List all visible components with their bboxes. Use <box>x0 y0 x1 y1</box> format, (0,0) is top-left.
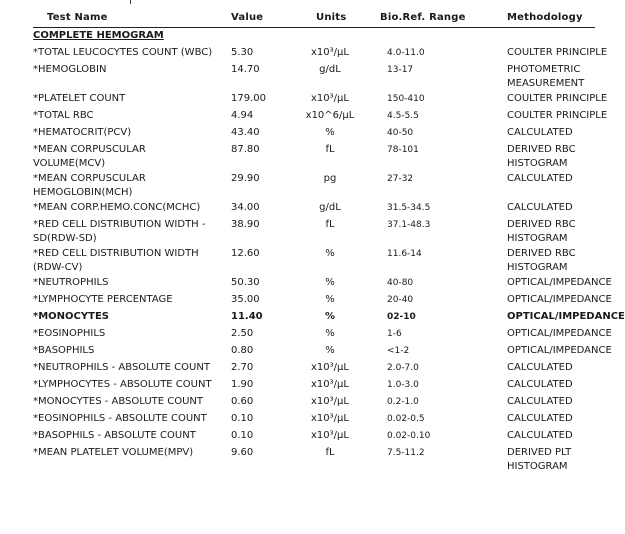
methodology: OPTICAL/IMPEDANCE <box>507 277 612 288</box>
ref-range: 7.5-11.2 <box>387 448 425 458</box>
test-name: *BASOPHILS - ABSOLUTE COUNT <box>33 430 196 441</box>
methodology: OPTICAL/IMPEDANCE <box>507 345 612 356</box>
result-value: 12.60 <box>231 248 260 259</box>
unit: x10³/μL <box>311 362 349 373</box>
test-name: *NEUTROPHILS - ABSOLUTE COUNT <box>33 362 210 373</box>
ref-range: 1.0-3.0 <box>387 380 419 390</box>
unit: % <box>325 345 335 356</box>
unit: x10³/μL <box>311 379 349 390</box>
methodology: COULTER PRINCIPLE <box>507 110 608 121</box>
result-value: 14.70 <box>231 64 260 75</box>
unit: % <box>325 248 335 259</box>
methodology: CALCULATED <box>507 127 573 138</box>
ref-range: <1-2 <box>387 346 410 356</box>
result-value: 179.00 <box>231 93 266 104</box>
unit: g/dL <box>319 64 341 75</box>
test-name: *MONOCYTES <box>33 311 109 322</box>
methodology: DERIVED PLT HISTOGRAM <box>507 447 572 472</box>
result-value: 11.40 <box>231 311 263 322</box>
result-value: 0.80 <box>231 345 254 356</box>
methodology: COULTER PRINCIPLE <box>507 47 608 58</box>
ref-range: 31.5-34.5 <box>387 203 431 213</box>
header-ref-range: Bio.Ref. Range <box>380 12 466 23</box>
unit: x10³/μL <box>311 430 349 441</box>
test-name: *MEAN PLATELET VOLUME(MPV) <box>33 447 194 458</box>
test-name: *RED CELL DISTRIBUTION WIDTH - SD(RDW-SD) <box>33 219 206 244</box>
test-name: *PLATELET COUNT <box>33 93 126 104</box>
result-value: 0.60 <box>231 396 254 407</box>
ref-range: 11.6-14 <box>387 249 422 259</box>
result-value: 5.30 <box>231 47 254 58</box>
unit: pg <box>323 173 337 184</box>
unit: fL <box>325 447 335 458</box>
methodology: PHOTOMETRIC MEASUREMENT <box>507 64 585 89</box>
methodology: DERIVED RBC HISTOGRAM <box>507 219 576 244</box>
ref-range: 4.5-5.5 <box>387 111 419 121</box>
ref-range: 27-32 <box>387 174 414 184</box>
methodology: DERIVED RBC HISTOGRAM <box>507 248 576 273</box>
test-name: *EOSINOPHILS - ABSOLUTE COUNT <box>33 413 207 424</box>
methodology: CALCULATED <box>507 396 573 407</box>
ref-range: 20-40 <box>387 295 414 305</box>
test-name: *BASOPHILS <box>33 345 95 356</box>
result-value: 0.10 <box>231 413 254 424</box>
table-header <box>0 10 595 26</box>
unit: x10³/μL <box>311 413 349 424</box>
ref-range: 0.02-0.10 <box>387 431 431 441</box>
ref-range: 40-50 <box>387 128 414 138</box>
methodology: CALCULATED <box>507 173 573 184</box>
result-value: 0.10 <box>231 430 254 441</box>
ref-range: 2.0-7.0 <box>387 363 419 373</box>
methodology: CALCULATED <box>507 413 573 424</box>
header-units: Units <box>316 12 347 23</box>
ref-range: 0.2-1.0 <box>387 397 419 407</box>
test-name: *LYMPHOCYTES - ABSOLUTE COUNT <box>33 379 212 390</box>
methodology: CALCULATED <box>507 379 573 390</box>
unit: fL <box>325 144 335 155</box>
result-value: 38.90 <box>231 219 260 230</box>
ref-range: 40-80 <box>387 278 414 288</box>
header-test-name: Test Name <box>47 12 108 23</box>
header-methodology: Methodology <box>507 12 583 23</box>
test-name: *NEUTROPHILS <box>33 277 109 288</box>
cropped-mark <box>126 0 131 4</box>
test-name: *TOTAL LEUCOCYTES COUNT (WBC) <box>33 47 213 58</box>
result-value: 50.30 <box>231 277 260 288</box>
result-value: 34.00 <box>231 202 260 213</box>
test-name: *MEAN CORP.HEMO.CONC(MCHC) <box>33 202 201 213</box>
methodology: CALCULATED <box>507 362 573 373</box>
methodology: COULTER PRINCIPLE <box>507 93 608 104</box>
unit: x10³/μL <box>311 396 349 407</box>
methodology: OPTICAL/IMPEDANCE <box>507 294 612 305</box>
methodology: CALCULATED <box>507 202 573 213</box>
ref-range: 4.0-11.0 <box>387 48 425 58</box>
test-name: *RED CELL DISTRIBUTION WIDTH (RDW-CV) <box>33 248 199 273</box>
unit: % <box>325 127 335 138</box>
result-value: 87.80 <box>231 144 260 155</box>
unit: % <box>325 328 335 339</box>
unit: % <box>325 277 335 288</box>
result-value: 29.90 <box>231 173 260 184</box>
ref-range: 13-17 <box>387 65 414 75</box>
result-value: 4.94 <box>231 110 254 121</box>
test-name: *LYMPHOCYTE PERCENTAGE <box>33 294 173 305</box>
ref-range: 0.02-0.5 <box>387 414 425 424</box>
unit: % <box>325 294 335 305</box>
test-name: *HEMOGLOBIN <box>33 64 107 75</box>
unit: x10³/μL <box>311 47 349 58</box>
methodology: OPTICAL/IMPEDANCE <box>507 311 625 322</box>
methodology: DERIVED RBC HISTOGRAM <box>507 144 576 169</box>
header-value: Value <box>231 12 264 23</box>
result-value: 43.40 <box>231 127 260 138</box>
test-name: *TOTAL RBC <box>33 110 94 121</box>
unit: % <box>324 311 336 322</box>
test-name: *EOSINOPHILS <box>33 328 106 339</box>
test-name: *HEMATOCRIT(PCV) <box>33 127 132 138</box>
ref-range: 1-6 <box>387 329 402 339</box>
result-value: 9.60 <box>231 447 254 458</box>
test-name: *MONOCYTES - ABSOLUTE COUNT <box>33 396 204 407</box>
result-value: 2.50 <box>231 328 254 339</box>
result-value: 1.90 <box>231 379 254 390</box>
previous-page-edge <box>0 0 595 8</box>
test-name: *MEAN CORPUSCULAR VOLUME(MCV) <box>33 144 146 169</box>
unit: x10^6/μL <box>305 110 355 121</box>
methodology: CALCULATED <box>507 430 573 441</box>
unit: fL <box>325 219 335 230</box>
result-value: 35.00 <box>231 294 260 305</box>
ref-range: 78-101 <box>387 145 419 155</box>
ref-range: 02-10 <box>387 312 416 322</box>
ref-range: 150-410 <box>387 94 425 104</box>
section-title: COMPLETE HEMOGRAM <box>33 30 164 41</box>
unit: x10³/μL <box>311 93 349 104</box>
result-value: 2.70 <box>231 362 254 373</box>
test-name: *MEAN CORPUSCULAR HEMOGLOBIN(MCH) <box>33 173 146 198</box>
header-divider <box>33 27 595 28</box>
ref-range: 37.1-48.3 <box>387 220 431 230</box>
unit: g/dL <box>319 202 341 213</box>
methodology: OPTICAL/IMPEDANCE <box>507 328 612 339</box>
